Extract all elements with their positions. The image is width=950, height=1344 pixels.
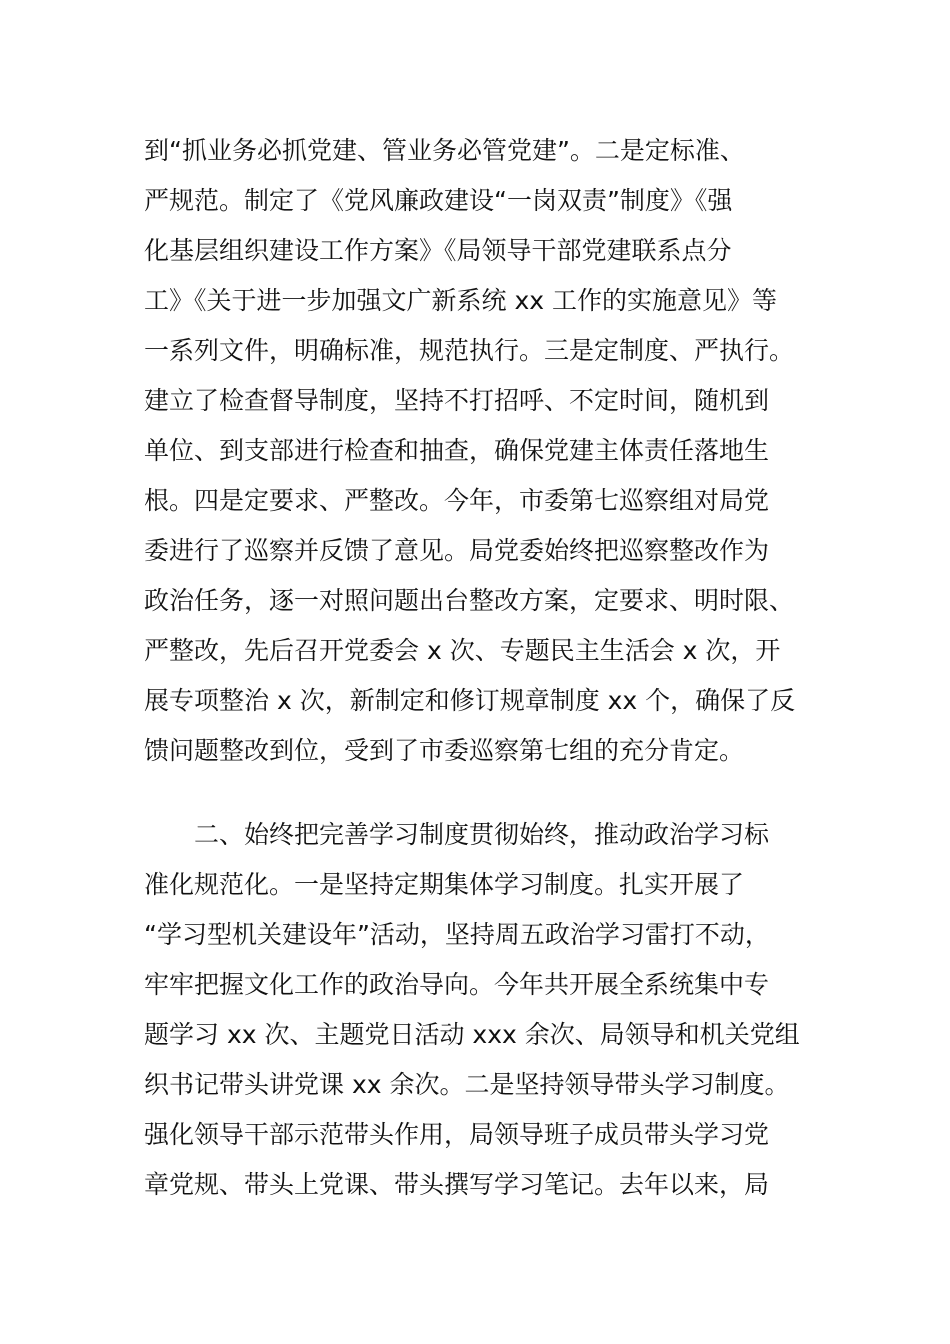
paragraph-line: 严规范。制定了《党风廉政建设“一岗双责”制度》《强 xyxy=(144,186,733,215)
paragraph-line: 单位、到支部进行检查和抽查，确保党建主体责任落地生 xyxy=(144,436,770,465)
paragraph-line: 一系列文件，明确标准，规范执行。三是定制度、严执行。 xyxy=(144,336,795,365)
paragraph-line: 化基层组织建设工作方案》《局领导干部党建联系点分 xyxy=(144,236,732,265)
paragraph-line: 政治任务，逐一对照问题出台整改方案，定要求、明时限、 xyxy=(144,586,795,615)
paragraph-line: 委进行了巡察并反馈了意见。局党委始终把巡察整改作为 xyxy=(144,536,770,565)
paragraph-line: 题学习 xx 次、主题党日活动 xxx 余次、局领导和机关党组 xyxy=(144,1020,800,1049)
paragraph-study-system xyxy=(144,810,814,1210)
paragraph-party-building-standards xyxy=(144,126,814,776)
paragraph-line: 牢牢把握文化工作的政治导向。今年共开展全系统集中专 xyxy=(144,970,770,999)
paragraph-line: 到“抓业务必抓党建、管业务必管党建”。二是定标准、 xyxy=(144,136,745,165)
paragraph-line: 工》《关于进一步加强文广新系统 xx 工作的实施意见》等 xyxy=(144,286,777,315)
paragraph-line: 章党规、带头上党课、带头撰写学习笔记。去年以来，局 xyxy=(144,1170,770,1199)
paragraph-line: 严整改，先后召开党委会 x 次、专题民主生活会 x 次，开 xyxy=(144,636,781,665)
paragraph-line: 展专项整治 x 次，新制定和修订规章制度 xx 个，确保了反 xyxy=(144,686,796,715)
paragraph-line: 准化规范化。一是坚持定期集体学习制度。扎实开展了 xyxy=(144,870,745,899)
paragraph-line: 馈问题整改到位，受到了市委巡察第七组的充分肯定。 xyxy=(144,736,745,765)
paragraph-line: 建立了检查督导制度，坚持不打招呼、不定时间，随机到 xyxy=(144,386,770,415)
paragraph-line: “学习型机关建设年”活动，坚持周五政治学习雷打不动， xyxy=(144,920,770,949)
paragraph-line: 强化领导干部示范带头作用，局领导班子成员带头学习党 xyxy=(144,1120,770,1149)
section-heading-line: 二、始终把完善学习制度贯彻始终，推动政治学习标 xyxy=(194,820,770,849)
paragraph-line: 织书记带头讲党课 xx 余次。二是坚持领导带头学习制度。 xyxy=(144,1070,790,1099)
paragraph-line: 根。四是定要求、严整改。今年，市委第七巡察组对局党 xyxy=(144,486,770,515)
